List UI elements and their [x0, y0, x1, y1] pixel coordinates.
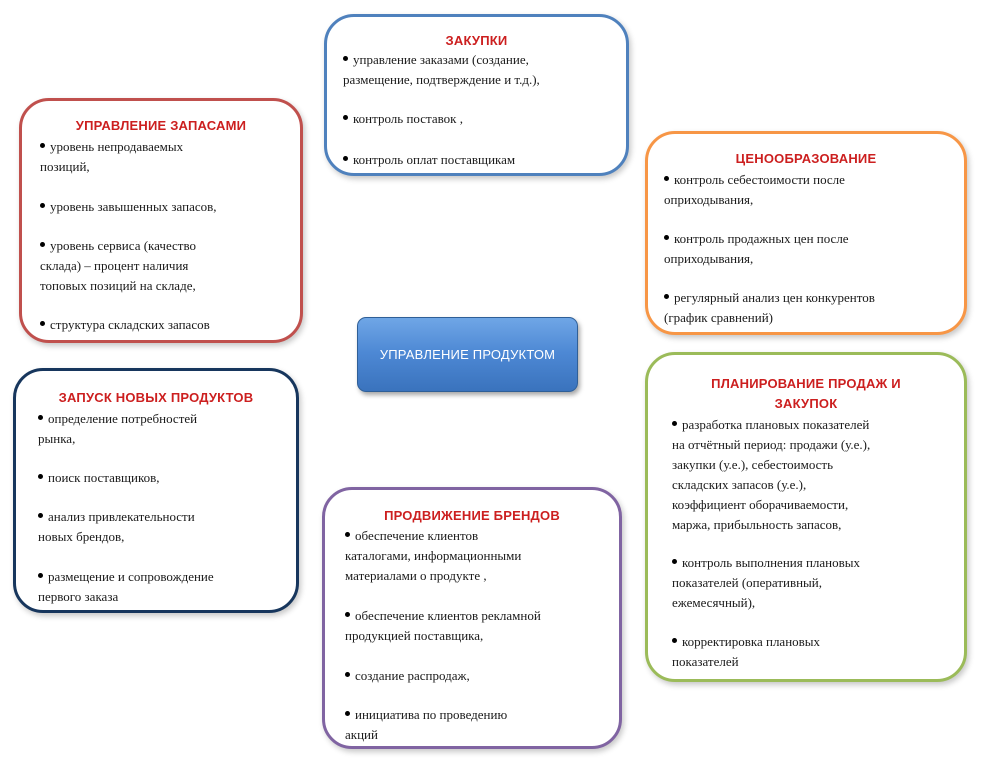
brands-item-campaigns: инициатива по проведению акций — [345, 707, 508, 742]
bullet-icon — [664, 176, 669, 181]
brands-item-sales: создание распродаж, — [345, 666, 470, 686]
pricing-item-cost: контроль себестоимости после оприходывания, — [664, 172, 845, 207]
inventory-card — [19, 98, 303, 343]
bullet-icon — [345, 711, 350, 716]
bullet-icon — [40, 203, 45, 208]
bullet-icon — [345, 532, 350, 537]
inventory-item-nonselling: уровень непродаваемых позиций, — [40, 139, 184, 174]
inventory-item-structure: структура складских запасов — [40, 315, 210, 335]
procurement-title: ЗАКУПКИ — [445, 33, 508, 48]
brands-title: ПРОДВИЖЕНИЕ БРЕНДОВ — [384, 508, 560, 523]
launch-card — [13, 368, 299, 613]
bullet-icon — [672, 638, 677, 643]
pricing-item-competitors: регулярный анализ цен конкурентов (график сравнений) — [664, 290, 875, 325]
bullet-icon — [345, 612, 350, 617]
planning-item-control: контроль выполнения плановых показателей (оперативный, ежемесячный), — [672, 555, 861, 610]
launch-item-first-order: размещение и сопровождение первого заказа — [38, 569, 214, 604]
planning-card — [645, 352, 967, 682]
bullet-icon — [343, 156, 348, 161]
bullet-icon — [672, 421, 677, 426]
bullet-icon — [664, 294, 669, 299]
inventory-title: УПРАВЛЕНИЕ ЗАПАСАМИ — [75, 118, 247, 133]
launch-item-market-needs: определение потребностей рынка, — [38, 411, 198, 446]
pricing-item-sale-prices: контроль продажных цен после оприходывания, — [664, 231, 849, 266]
bullet-icon — [40, 143, 45, 148]
brands-item-promo-products: обеспечение клиентов рекламной продукцией поставщика, — [345, 608, 541, 643]
bullet-icon — [40, 242, 45, 247]
pricing-title: ЦЕНООБРАЗОВАНИЕ — [735, 151, 877, 166]
launch-item-brand-analysis: анализ привлекательности новых брендов, — [38, 509, 195, 544]
pricing-card — [645, 131, 967, 335]
inventory-item-overstock: уровень завышенных запасов, — [40, 197, 217, 217]
procurement-card — [324, 14, 629, 176]
bullet-icon — [664, 235, 669, 240]
bullet-icon — [38, 474, 43, 479]
procurement-item-payments: контроль оплат поставщикам — [343, 150, 515, 170]
bullet-icon — [38, 573, 43, 578]
planning-item-plan-targets: разработка плановых показателей на отчётный период: продажи (у.е.), закупки (у.е.), себестоимость складских запасов (у.е.), коэффициент оборачиваемости, маржа, прибыльность запасов, — [672, 417, 871, 532]
bullet-icon — [40, 321, 45, 326]
brands-card — [322, 487, 622, 749]
bullet-icon — [38, 513, 43, 518]
bullet-icon — [672, 559, 677, 564]
planning-item-correction: корректировка плановых показателей — [672, 634, 821, 669]
brands-item-catalogs: обеспечение клиентов каталогами, информационными материалами о продукте , — [345, 528, 522, 583]
planning-title: ПЛАНИРОВАНИЕ ПРОДАЖ И ЗАКУПОК — [711, 376, 901, 411]
procurement-item-orders: управление заказами (создание, размещение, подтверждение и т.д.), — [343, 52, 540, 87]
bullet-icon — [343, 56, 348, 61]
launch-title: ЗАПУСК НОВЫХ ПРОДУКТОВ — [58, 390, 254, 405]
bullet-icon — [38, 415, 43, 420]
bullet-icon — [345, 672, 350, 677]
procurement-item-deliveries: контроль поставок , — [343, 109, 463, 129]
inventory-item-service: уровень сервиса (качество склада) – процент наличия топовых позиций на складе, — [40, 238, 197, 293]
product-management-node: УПРАВЛЕНИЕ ПРОДУКТОМ — [357, 317, 578, 392]
bullet-icon — [343, 115, 348, 120]
launch-item-suppliers: поиск поставщиков, — [38, 468, 160, 488]
